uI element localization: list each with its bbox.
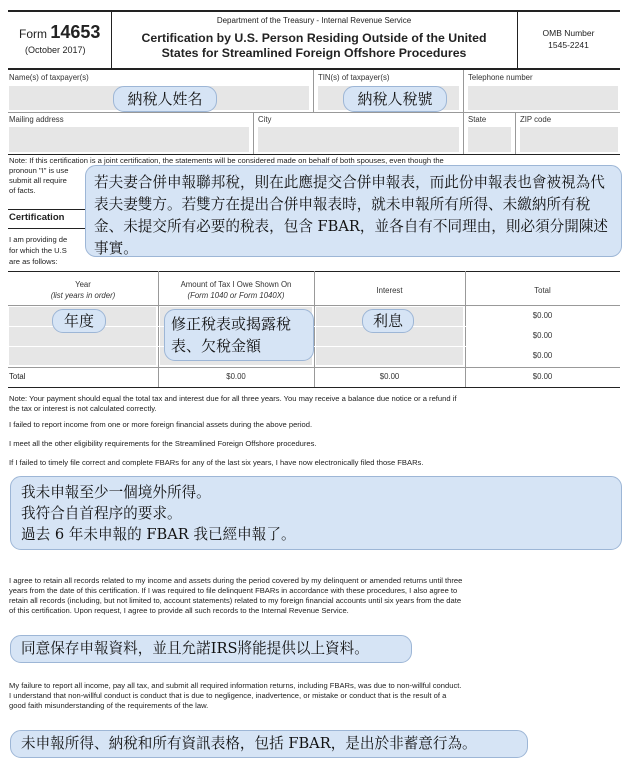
note-joint-line3: submit all require — [9, 176, 67, 185]
omb-number: 1545-2241 — [548, 40, 589, 50]
form-date: (October 2017) — [25, 45, 86, 55]
divider — [8, 154, 620, 155]
col-header-total: Total — [534, 286, 551, 295]
omb-label: OMB Number — [542, 28, 595, 38]
agency-name: Department of the Treasury - Internal Revenue Service — [216, 16, 412, 25]
annotation-nonwillful: 未申報所得、納稅和所有資訊表格，包括 FBAR，是出於非蓄意行為。 — [10, 730, 528, 758]
name-label: Name(s) of taxpayer(s) — [9, 73, 89, 82]
row-total-1: $0.00 — [532, 311, 553, 320]
form-label: Form — [19, 27, 47, 41]
form-title-line1: Certification by U.S. Person Residing Outside of the United — [141, 31, 487, 45]
divider — [463, 112, 464, 154]
col-header-year: Year — [75, 280, 91, 289]
row-total-2: $0.00 — [532, 331, 553, 340]
table-bottom-rule — [8, 387, 620, 388]
divider — [463, 70, 464, 112]
note-joint-line4: of facts. — [9, 186, 36, 195]
mailing-address-field[interactable] — [9, 127, 249, 152]
total-tax: $0.00 — [226, 372, 246, 381]
annotation-year: 年度 — [52, 309, 106, 333]
annotation-taxpayer-id: 納稅人稅號 — [343, 86, 447, 112]
phone-field[interactable] — [468, 86, 618, 110]
note-joint-line1: Note: If this certification is a joint certification, the statements will be considered made on behalf of both spouses, even though the — [9, 156, 444, 165]
form-label-group — [19, 22, 100, 43]
annotation-joint-filing: 若夫妻合併申報聯邦稅，則在此應提交合併申報表，而此份申報表也會被視為代表夫妻雙方。若雙方在提出合併申報表時，就未申報所有所得、未繳納所有稅金、未提交所有必要的稅表，包含 FBAR，並各自有不同理由，則必須分開陳述事實。 — [85, 165, 622, 257]
cert-line2-left: for which the U.S — [9, 246, 67, 255]
statement-eligibility: I meet all the other eligibility requirements for the Streamlined Foreign Offshore procedures. — [9, 439, 317, 448]
annotation-records: 同意保存申報資料，並且允諾IRS將能提供以上資料。 — [10, 635, 412, 663]
header-top-rule — [8, 10, 620, 12]
city-label: City — [258, 115, 272, 124]
statement-unreported-income: I failed to report income from one or more foreign financial assets during the above period. — [9, 420, 313, 429]
statement-fbar: If I failed to timely file correct and complete FBARs for any of the last six years, I have now electronically filed those FBARs. — [9, 458, 424, 467]
certification-heading: Certification — [9, 212, 65, 223]
divider — [253, 112, 254, 154]
total-row-label: Total — [9, 372, 26, 381]
records-line4: of this certification. Upon request, I agree to provide all such records to the Internal Revenue Service. — [9, 606, 349, 615]
divider — [8, 346, 620, 347]
annotation-statement-line: 我未申報至少一個境外所得。 — [21, 484, 211, 501]
annotation-interest: 利息 — [362, 309, 414, 333]
note-payment-line1: Note: Your payment should equal the total tax and interest due for all three years. You may receive a balance due notice or a refund if — [9, 394, 457, 403]
note-payment-line2: the tax or interest is not calculated correctly. — [9, 404, 157, 413]
col-header-amount: Amount of Tax I Owe Shown On — [180, 280, 292, 289]
zip-label: ZIP code — [520, 115, 552, 124]
records-line2: years from the date of this certification. If I was required to file delinquent FBARs in accordance with these procedures, I also agree to — [9, 586, 458, 595]
divider — [313, 70, 314, 112]
annotation-statement-line: 我符合自首程序的要求。 — [21, 505, 182, 522]
grand-total: $0.00 — [532, 372, 553, 381]
col-header-interest: Interest — [376, 286, 403, 295]
records-line1: I agree to retain all records related to my income and assets during the period covered by my delinquent or amended returns until three — [9, 576, 463, 585]
city-field[interactable] — [258, 127, 459, 152]
header-bottom-rule — [8, 68, 620, 70]
annotation-amended-tax: 修正稅表或揭露稅表、欠稅金額 — [164, 309, 314, 361]
form-number: 14653 — [50, 22, 101, 42]
divider — [8, 112, 620, 113]
zip-field[interactable] — [520, 127, 618, 152]
tin-label: TIN(s) of taxpayer(s) — [318, 73, 390, 82]
nonwillful-line2: I understand that non-willful conduct is conduct that is due to negligence, inadvertence, or mistake or conduct that is the result of a — [9, 691, 447, 700]
note-joint-line2: pronoun "I" is use — [9, 166, 69, 175]
row-total-3: $0.00 — [532, 351, 553, 360]
phone-label: Telephone number — [468, 73, 533, 82]
cert-line1-left: I am providing de — [9, 235, 68, 244]
nonwillful-line3: good faith misunderstanding of the requirements of the law. — [9, 701, 209, 710]
divider — [8, 367, 620, 368]
annotation-statement-line: 過去 6 年未申報的 FBAR 我已經申報了。 — [21, 526, 296, 543]
form-title-line2: States for Streamlined Foreign Offshore Procedures — [161, 46, 467, 60]
cert-line3: are as follows: — [9, 257, 58, 266]
col-header-year-sub: (list years in order) — [50, 291, 116, 300]
state-label: State — [468, 115, 487, 124]
state-field[interactable] — [468, 127, 511, 152]
divider — [8, 305, 620, 306]
address-label: Mailing address — [9, 115, 64, 124]
divider — [515, 112, 516, 154]
annotation-statements — [10, 476, 622, 550]
col-header-amount-sub: (Form 1040 or Form 1040X) — [187, 291, 285, 300]
nonwillful-line1: My failure to report all income, pay all tax, and submit all required information returns, including FBARs, was due to non-willful conduct. — [9, 681, 462, 690]
total-interest: $0.00 — [379, 372, 400, 381]
records-line3: retain all records (including, but not limited to, account statements) related to my foreign financial accounts until six years from the date — [9, 596, 462, 605]
annotation-taxpayer-name: 納稅人姓名 — [113, 86, 217, 112]
